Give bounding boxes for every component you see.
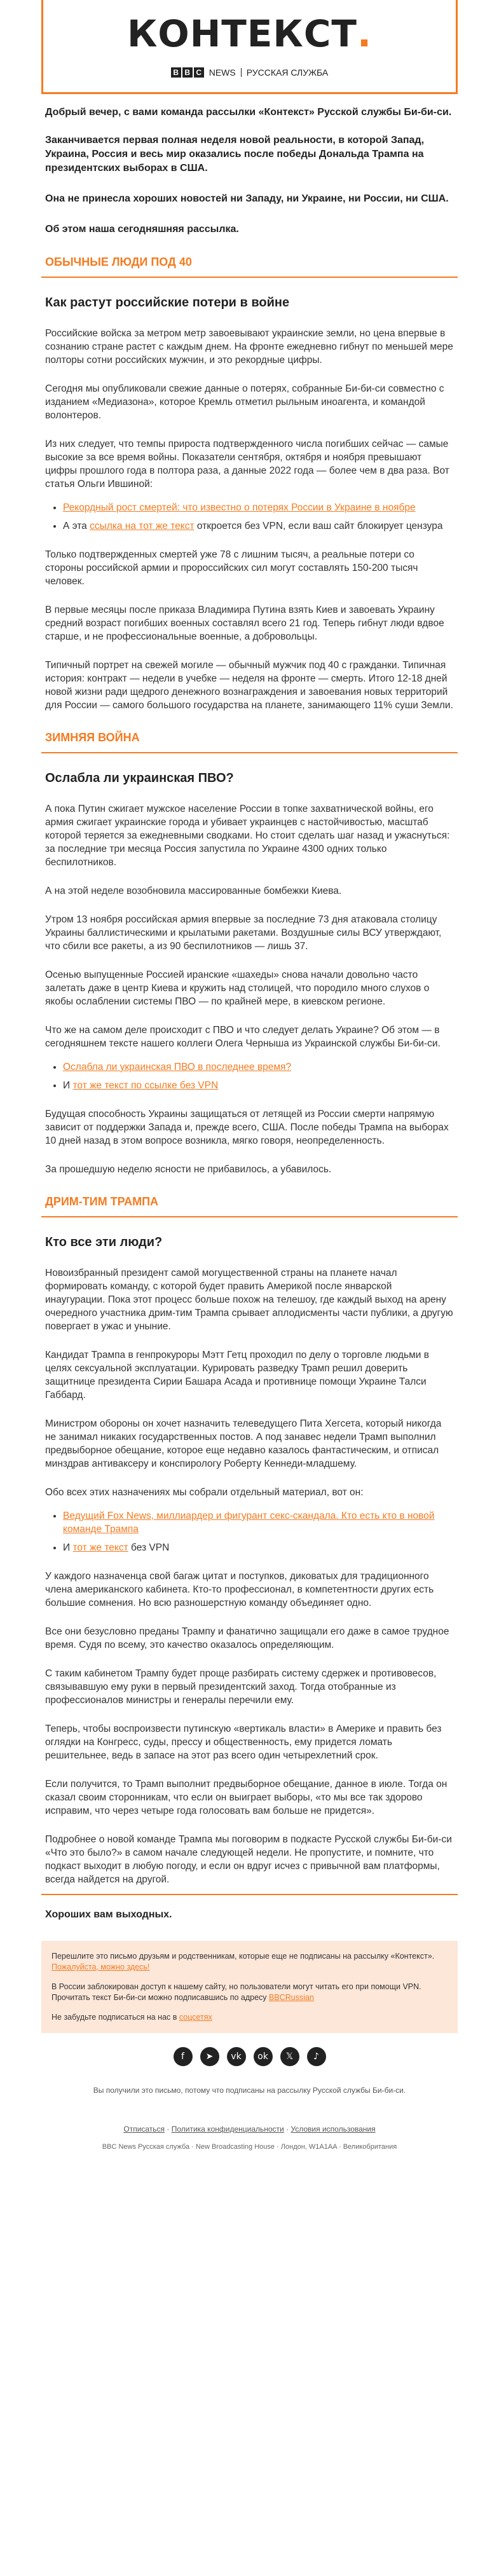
paragraph: Только подтвержденных смертей уже 78 с лишним тысяч, а реальные потери со стороны российской армии и пророссийских сил могут составлять 150-200 тысяч человек. (45, 549, 418, 587)
paragraph: Что же на самом деле происходит с ПВО и что следует делать Украине? Об этом — в сегодняшнем тексте нашего коллеги Олега Черныша из Украинской службы Би-би-си. (45, 1025, 441, 1049)
paragraph: Если получится, то Трамп выполнит предвыборное обещание, данное в июле. Тогда он сказал своим сторонникам, что если он выиграет выборы, «то мы все так здорово исправим, что через четыре года голосовать вам больше не придется». (45, 1779, 448, 1816)
forward-notice: Перешлите это письмо друзьям и родственникам, которые еще не подписаны на рассылку «Контекст». Пожалуйста, можно здесь! (51, 1952, 435, 1971)
list-item: • И тот же текст без VPN (63, 1541, 454, 1554)
section-divider (41, 1216, 458, 1217)
intro (41, 106, 458, 236)
kontekst-logo: КОНТЕКСТ. (126, 12, 373, 55)
mirror-link[interactable]: тот же текст по ссылке без VPN (72, 1080, 219, 1091)
footer-links: Отписаться · Политика конфиденциальности · Условия использования (123, 2125, 376, 2134)
tiktok-icon[interactable]: ♪ (307, 2047, 326, 2066)
section-divider (41, 277, 458, 278)
closing-line: Хороших вам выходных. (45, 1909, 172, 1920)
paragraph: Кандидат Трампа в генпрокуроры Мэтт Гетц проходил по делу о торговле людьми в целях сексуальной эксплуатации. Курировать разведку Трамп решил доверить защитнице президента Сирии Башара Асада и противнице помощи Украине Талси Габбард. (45, 1350, 429, 1401)
x-icon[interactable]: 𝕏 (280, 2047, 299, 2066)
paragraph: А пока Путин сжигает мужское население России в топке захватнической войны, его армия сжигает украинские города и убивает украинцев с настойчивостью, масштаб которой теряется за ежедневными сводками. Но стоит сделать шаг назад и ужаснуться: за последние три месяца Россия запустила по Украине 4300 одних только беспилотников. (45, 804, 450, 868)
social-notice: Не забудьте подписаться на нас в соцсетях (51, 2013, 212, 2022)
mirror-link[interactable]: тот же текст (72, 1542, 128, 1553)
article-link[interactable]: Ослабла ли украинская ПВО в последнее время? (63, 1062, 292, 1072)
paragraph: Все они безусловно преданы Трампу и фанатично защищали его даже в самое трудное время. Судя по всему, это качество оказалось определяющим. (45, 1626, 449, 1650)
social-icons (41, 2047, 458, 2066)
link-list (45, 501, 454, 533)
section-title: Ослабла ли украинская ПВО? (45, 771, 234, 785)
facebook-icon[interactable]: f (174, 2047, 193, 2066)
section-label: ДРИМ-ТИМ ТРАМПА (45, 1195, 159, 1208)
section-label: ОБЫЧНЫЕ ЛЮДИ ПОД 40 (45, 256, 192, 268)
postal-address: BBC News Русская служба · New Broadcasting House · Лондон, W1A1AA · Великобритания (102, 2143, 397, 2151)
divider (241, 68, 242, 77)
intro-paragraph: Она не принесла хороших новостей ни Западу, ни Украине, ни России, ни США. (45, 193, 449, 204)
paragraph: Утром 13 ноября российская армия впервые за последние 73 дня атаковала столицу Украины баллистическими и крылатыми ракетами. Воздушные силы ВСУ утверждают, что сбили все ракеты, а из 90 беспилотников — лишь 37. (45, 914, 442, 952)
section-title: Кто все эти люди? (45, 1235, 163, 1249)
service-label: РУССКАЯ СЛУЖБА (246, 67, 329, 78)
list-item: • И тот же текст по ссылке без VPN (63, 1079, 454, 1092)
footer-notice (41, 1941, 458, 2033)
paragraph: Новоизбранный президент самой могущественной страны на планете начал формировать команду, с которой будет править Америкой после январской инаугурации. Пока этот процесс больше похож на телешоу, где каждый выход на арену очередного участника дрим-тим Трампа срывает аплодисменты части публики, а другую повергает в ужас и уныние. (45, 1268, 453, 1332)
newsletter (41, 0, 458, 2152)
terms-link[interactable]: Условия использования (291, 2125, 376, 2134)
telegram-icon[interactable]: ➤ (200, 2047, 219, 2066)
section-2 (41, 771, 458, 1176)
section-title: Как растут российские потери в войне (45, 296, 290, 310)
odnoklassniki-icon[interactable]: ok (254, 2047, 273, 2066)
paragraph: У каждого назначенца свой багаж цитат и поступков, диковатых для традиционного члена американского кабинета. Кто-то профессионал, в компетентности других есть большие сомнения. Но всю разношерстную команду объединяет одно. (45, 1571, 434, 1608)
paragraph: В первые месяцы после приказа Владимира Путина взять Киев и завоевать Украину средний возраст погибших военных составлял всего 21 год. Теперь гибнут люди вдвое старше, и не профессиональные военные, а добровольцы. (45, 605, 444, 642)
section-1 (41, 296, 458, 712)
article-link[interactable]: Ведущий Fox News, миллиардер и фигурант секс-скандала. Кто есть кто в новой команде Трампа (63, 1511, 435, 1535)
section-divider (41, 1894, 458, 1895)
unsubscribe-link[interactable]: Отписаться (123, 2125, 165, 2134)
list-item: • А эта ссылка на тот же текст откроется без VPN, если ваш сайт блокирует цензура (63, 519, 454, 533)
vk-icon[interactable]: vk (227, 2047, 246, 2066)
section-label: ЗИМНЯЯ ВОЙНА (45, 731, 140, 744)
list-item (63, 1060, 454, 1074)
link-list (45, 1060, 454, 1092)
intro-paragraph: Заканчивается первая полная неделя новой реальности, в которой Запад, Украина, Россия и весь мир оказались после победы Дональда Трампа на президентских выборах в США. (45, 135, 425, 174)
section-divider (41, 752, 458, 753)
paragraph: Министром обороны он хочет назначить телеведущего Пита Хегсета, который никогда не занимал никаких государственных постов. А под занавес недели Трамп выполнил предвыборное обещание, которое еще недавно казалось фантастическим, и отписал минздрав антиваксеру и конспирологу Роберту Кеннеди-младшему. (45, 1418, 442, 1469)
paragraph: Осенью выпущенные Россией иранские «шахеды» снова начали довольно часто залетать даже в центр Киева и кружить над столицей, что породило много слухов о якобы ослаблении системы ПВО — по крайней мере, в киевском регионе. (45, 969, 430, 1007)
paragraph: Будущая способность Украины защищаться от летящей из России смерти напрямую зависит от поддержки Запада и, прежде всего, США. После победы Трампа на выборах 10 дней назад в этом вопросе возникла, мягко говоря, неопределенность. (45, 1109, 449, 1146)
subscription-notice: Вы получили это письмо, потому что подписаны на рассылку Русской службы Би-би-си. (93, 2086, 406, 2095)
paragraph: Российские войска за метром метр завоевывают украинские земли, но цена впервые в сознанию стране растет с каждым днем. На фронте ежедневно гибнут по меньшей мере полторы сотни российских мужчин, и это рекордные цифры. (45, 328, 453, 366)
paragraph: Подробнее о новой команде Трампа мы поговорим в подкасте Русской службы Би-би-си «Что это было?» в самом начале следующей недели. Не пропустите, и помните, что подкаст выходит в любую погоду, и если он вдруг исчез с привычной вам платформы, всегда найдется на другой. (45, 1834, 452, 1885)
paragraph: Из них следует, что темпы прироста подтвержденного числа погибших сейчас — самые высокие за все время войны. Показатели сентября, октября и ноября превышают цифры прошлого года в полтора раза, а данные 2022 года — более чем в два раза. Вот статья Ольги Ившиной: (45, 439, 449, 490)
link-list (45, 1509, 454, 1554)
greeting: Добрый вечер, с вами команда рассылки «Контекст» Русской службы Би-би-си. (45, 107, 452, 118)
subscribe-link[interactable]: Пожалуйста, можно здесь! (51, 1963, 150, 1971)
bbc-blocks-icon: B B C (171, 67, 204, 78)
paragraph: Обо всех этих назначениях мы собрали отдельный материал, вот он: (45, 1487, 364, 1498)
list-item (63, 1509, 454, 1536)
paragraph: Сегодня мы опубликовали свежие данные о потерях, собранные Би-би-си совместно с изданием «Медиазона», которое Кремль отметил рыльным иноагента, и командой волонтеров. (45, 383, 444, 421)
privacy-link[interactable]: Политика конфиденциальности (171, 2125, 284, 2134)
bbcrussian-link[interactable]: BBCRussian (269, 1993, 314, 2002)
intro-paragraph: Об этом наша сегодняшняя рассылка. (45, 224, 239, 235)
article-link[interactable]: Рекордный рост смертей: что известно о потерях России в Украине в ноябре (63, 502, 416, 513)
list-item (63, 501, 454, 514)
bbc-logo (43, 67, 456, 78)
paragraph: Теперь, чтобы воспроизвести путинскую «вертикаль власти» в Америке и править без оглядки на Конгресс, суды, прессу и общественность, ему придется ломать решительнее, ведь в запасе на этот раз всего один четырехлетний срок. (45, 1723, 442, 1761)
social-link[interactable]: соцсетях (179, 2013, 212, 2022)
paragraph: Типичный портрет на свежей могиле — обычный мужчик под 40 с гражданки. Типичная история: контракт — недели в учебке — неделя на фронте — смерть. Итого 12-18 дней новой жизни ради щедрого денежного вознаграждения и завоевания новых территорий для России — самого большого государства на планете, занимающего 11% суши Земли. (45, 660, 453, 711)
russia-notice: В России заблокирован доступ к нашему сайту, но пользователи могут читать его при помощи VPN. Прочитать текст Би-би-си можно подписавшись по адресу BBCRussian (51, 1982, 421, 2002)
newsletter-header (41, 0, 458, 94)
paragraph: За прошедшую неделю ясности не прибавилось, а убавилось. (45, 1164, 332, 1175)
mirror-link[interactable]: ссылка на тот же текст (90, 521, 195, 531)
section-3 (41, 1235, 458, 1886)
news-label: NEWS (208, 67, 236, 78)
paragraph: А на этой неделе возобновила массированные бомбежки Киева. (45, 886, 342, 896)
paragraph: С таким кабинетом Трампу будет проще разбирать систему сдержек и противовесов, связывавшую ему руки в первый президентский заход. Тогда отобранные из профессионалов министры и генералы перечили ему. (45, 1668, 437, 1706)
